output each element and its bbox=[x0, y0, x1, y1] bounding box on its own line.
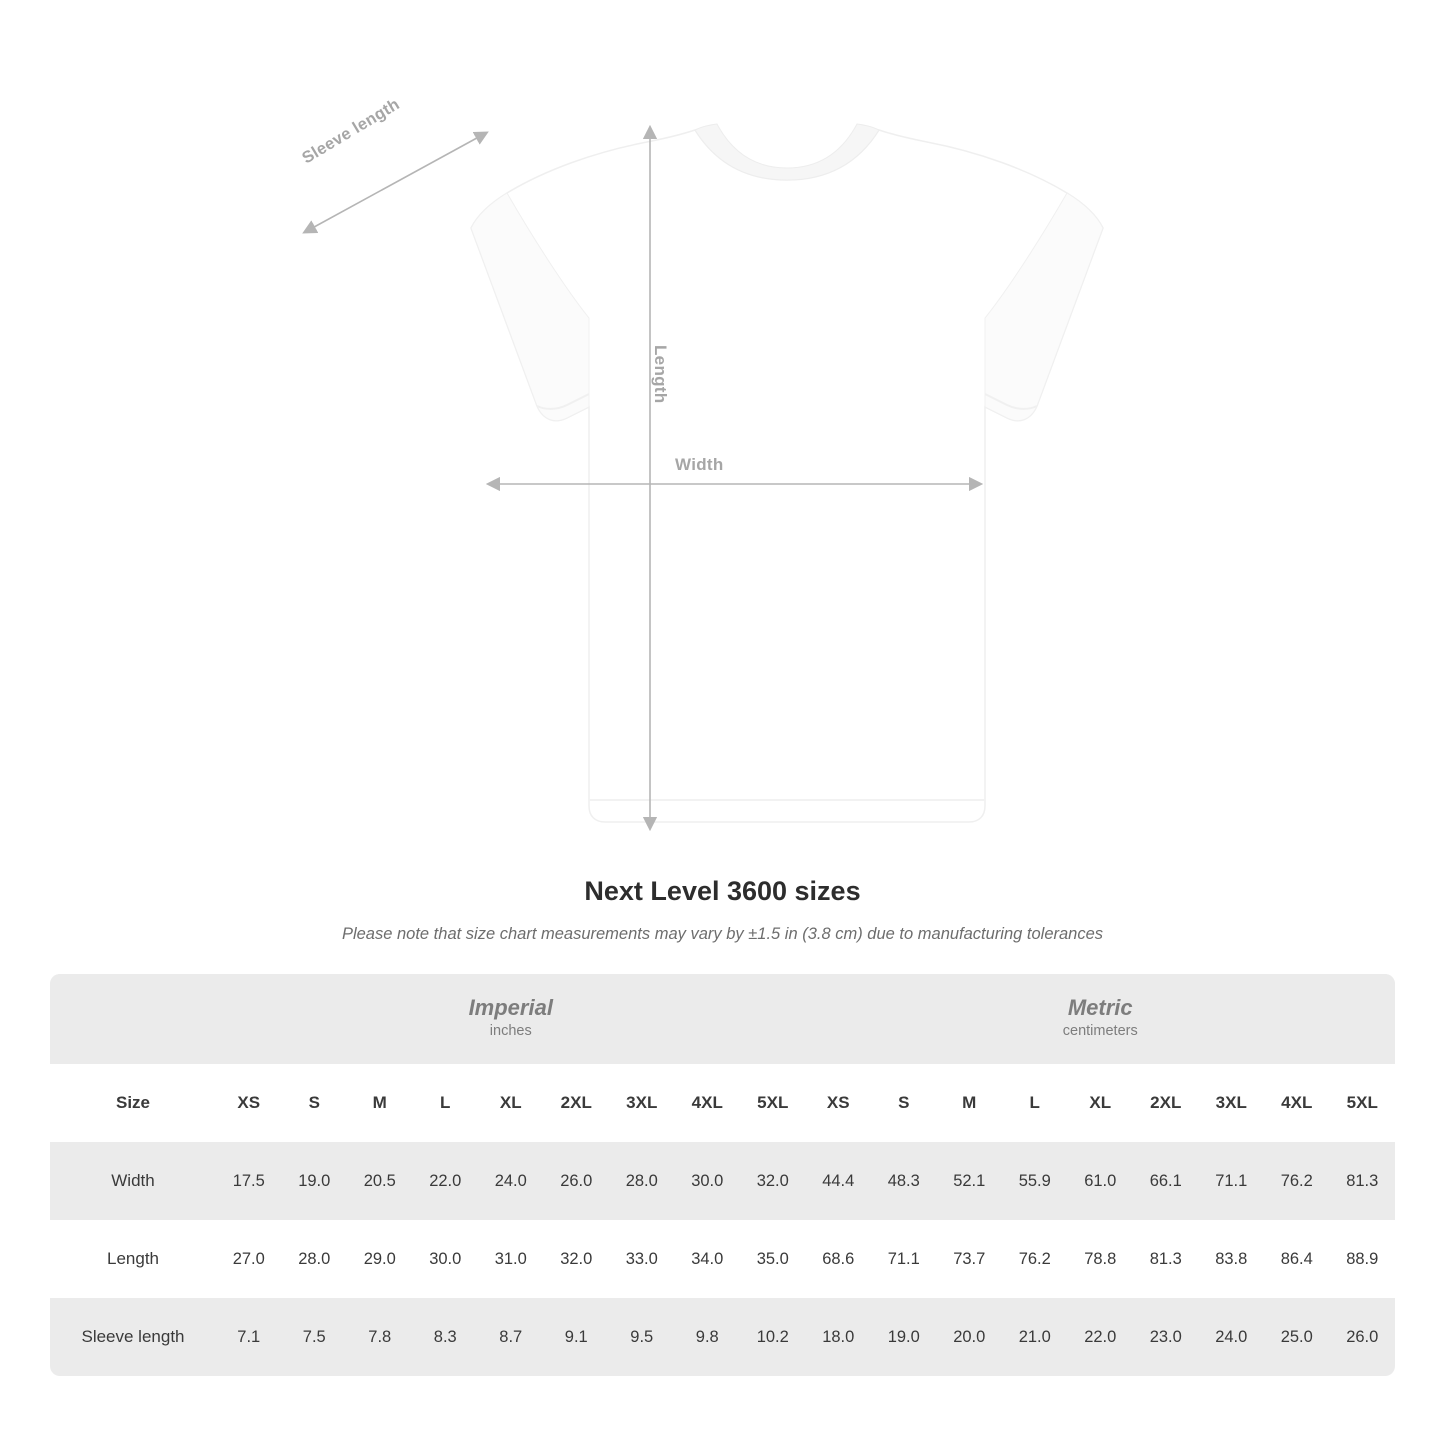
size-col-l-imperial: L bbox=[413, 1064, 479, 1142]
cell-sleeve-7: 9.8 bbox=[675, 1298, 741, 1376]
size-col-2xl-imperial: 2XL bbox=[544, 1064, 610, 1142]
cell-sleeve-4: 8.7 bbox=[478, 1298, 544, 1376]
cell-width-8: 32.0 bbox=[740, 1142, 806, 1220]
cell-width-10: 48.3 bbox=[871, 1142, 937, 1220]
row-label-width: Width bbox=[50, 1142, 216, 1220]
cell-width-0: 17.5 bbox=[216, 1142, 282, 1220]
cell-width-16: 76.2 bbox=[1264, 1142, 1330, 1220]
cell-length-14: 81.3 bbox=[1133, 1220, 1199, 1298]
page-title: Next Level 3600 sizes bbox=[584, 876, 861, 906]
size-col-4xl-imperial: 4XL bbox=[675, 1064, 741, 1142]
size-col-xs-metric: XS bbox=[806, 1064, 872, 1142]
width-annotation: Width bbox=[675, 455, 724, 474]
cell-length-11: 73.7 bbox=[937, 1220, 1003, 1298]
cell-sleeve-15: 24.0 bbox=[1199, 1298, 1265, 1376]
row-label-sleeve-length: Sleeve length bbox=[50, 1298, 216, 1376]
cell-length-1: 28.0 bbox=[282, 1220, 348, 1298]
cell-width-4: 24.0 bbox=[478, 1142, 544, 1220]
row-label-length: Length bbox=[50, 1220, 216, 1298]
size-col-xl-imperial: XL bbox=[478, 1064, 544, 1142]
size-header-row bbox=[50, 1064, 1395, 1142]
cell-sleeve-3: 8.3 bbox=[413, 1298, 479, 1376]
size-col-s-metric: S bbox=[871, 1064, 937, 1142]
unit-header-imperial bbox=[216, 974, 806, 1064]
cell-width-7: 30.0 bbox=[675, 1142, 741, 1220]
unit-metric-sub: centimeters bbox=[1062, 1023, 1138, 1040]
size-col-xs-imperial: XS bbox=[216, 1064, 282, 1142]
unit-imperial-sub: inches bbox=[489, 1023, 532, 1040]
cell-width-17: 81.3 bbox=[1330, 1142, 1396, 1220]
cell-width-12: 55.9 bbox=[1002, 1142, 1068, 1220]
cell-width-13: 61.0 bbox=[1068, 1142, 1134, 1220]
size-col-4xl-metric: 4XL bbox=[1264, 1064, 1330, 1142]
cell-sleeve-12: 21.0 bbox=[1002, 1298, 1068, 1376]
cell-sleeve-14: 23.0 bbox=[1133, 1298, 1199, 1376]
cell-sleeve-0: 7.1 bbox=[216, 1298, 282, 1376]
cell-length-17: 88.9 bbox=[1330, 1220, 1396, 1298]
size-table-wrapper bbox=[50, 974, 1395, 1376]
unit-header-row bbox=[50, 974, 1395, 1064]
cell-length-8: 35.0 bbox=[740, 1220, 806, 1298]
cell-width-9: 44.4 bbox=[806, 1142, 872, 1220]
cell-width-5: 26.0 bbox=[544, 1142, 610, 1220]
cell-sleeve-10: 19.0 bbox=[871, 1298, 937, 1376]
cell-length-12: 76.2 bbox=[1002, 1220, 1068, 1298]
cell-length-16: 86.4 bbox=[1264, 1220, 1330, 1298]
table-row bbox=[50, 1220, 1395, 1298]
size-col-3xl-imperial: 3XL bbox=[609, 1064, 675, 1142]
cell-sleeve-2: 7.8 bbox=[347, 1298, 413, 1376]
row-label-size: Size bbox=[50, 1064, 216, 1142]
sleeve-length-annotation: Sleeve length bbox=[299, 95, 403, 168]
cell-length-0: 27.0 bbox=[216, 1220, 282, 1298]
unit-header-corner bbox=[50, 974, 216, 1064]
unit-imperial-name: Imperial bbox=[468, 994, 553, 1020]
cell-sleeve-13: 22.0 bbox=[1068, 1298, 1134, 1376]
table-row bbox=[50, 1298, 1395, 1376]
cell-length-13: 78.8 bbox=[1068, 1220, 1134, 1298]
cell-width-11: 52.1 bbox=[937, 1142, 1003, 1220]
cell-width-3: 22.0 bbox=[413, 1142, 479, 1220]
cell-sleeve-17: 26.0 bbox=[1330, 1298, 1396, 1376]
cell-length-3: 30.0 bbox=[413, 1220, 479, 1298]
size-col-5xl-metric: 5XL bbox=[1330, 1064, 1396, 1142]
chart-heading-block bbox=[0, 876, 1445, 944]
size-col-l-metric: L bbox=[1002, 1064, 1068, 1142]
cell-sleeve-8: 10.2 bbox=[740, 1298, 806, 1376]
table-row bbox=[50, 1142, 1395, 1220]
cell-length-10: 71.1 bbox=[871, 1220, 937, 1298]
cell-sleeve-6: 9.5 bbox=[609, 1298, 675, 1376]
cell-width-2: 20.5 bbox=[347, 1142, 413, 1220]
size-col-m-metric: M bbox=[937, 1064, 1003, 1142]
unit-metric-name: Metric bbox=[1067, 994, 1133, 1020]
cell-length-15: 83.8 bbox=[1199, 1220, 1265, 1298]
cell-sleeve-11: 20.0 bbox=[937, 1298, 1003, 1376]
cell-sleeve-5: 9.1 bbox=[544, 1298, 610, 1376]
cell-width-15: 71.1 bbox=[1199, 1142, 1265, 1220]
size-col-s-imperial: S bbox=[282, 1064, 348, 1142]
unit-header-metric bbox=[806, 974, 1396, 1064]
cell-sleeve-1: 7.5 bbox=[282, 1298, 348, 1376]
size-col-m-imperial: M bbox=[347, 1064, 413, 1142]
cell-length-9: 68.6 bbox=[806, 1220, 872, 1298]
cell-sleeve-16: 25.0 bbox=[1264, 1298, 1330, 1376]
size-col-5xl-imperial: 5XL bbox=[740, 1064, 806, 1142]
size-table bbox=[50, 974, 1395, 1376]
cell-length-2: 29.0 bbox=[347, 1220, 413, 1298]
cell-width-1: 19.0 bbox=[282, 1142, 348, 1220]
cell-sleeve-9: 18.0 bbox=[806, 1298, 872, 1376]
cell-length-6: 33.0 bbox=[609, 1220, 675, 1298]
cell-width-6: 28.0 bbox=[609, 1142, 675, 1220]
length-annotation: Length bbox=[651, 345, 670, 404]
tolerance-note: Please note that size chart measurements may vary by ±1.5 in (3.8 cm) due to manufacturing tolerances bbox=[341, 925, 1104, 943]
cell-length-5: 32.0 bbox=[544, 1220, 610, 1298]
cell-length-7: 34.0 bbox=[675, 1220, 741, 1298]
size-col-3xl-metric: 3XL bbox=[1199, 1064, 1265, 1142]
cell-length-4: 31.0 bbox=[478, 1220, 544, 1298]
cell-width-14: 66.1 bbox=[1133, 1142, 1199, 1220]
size-col-xl-metric: XL bbox=[1068, 1064, 1134, 1142]
size-col-2xl-metric: 2XL bbox=[1133, 1064, 1199, 1142]
